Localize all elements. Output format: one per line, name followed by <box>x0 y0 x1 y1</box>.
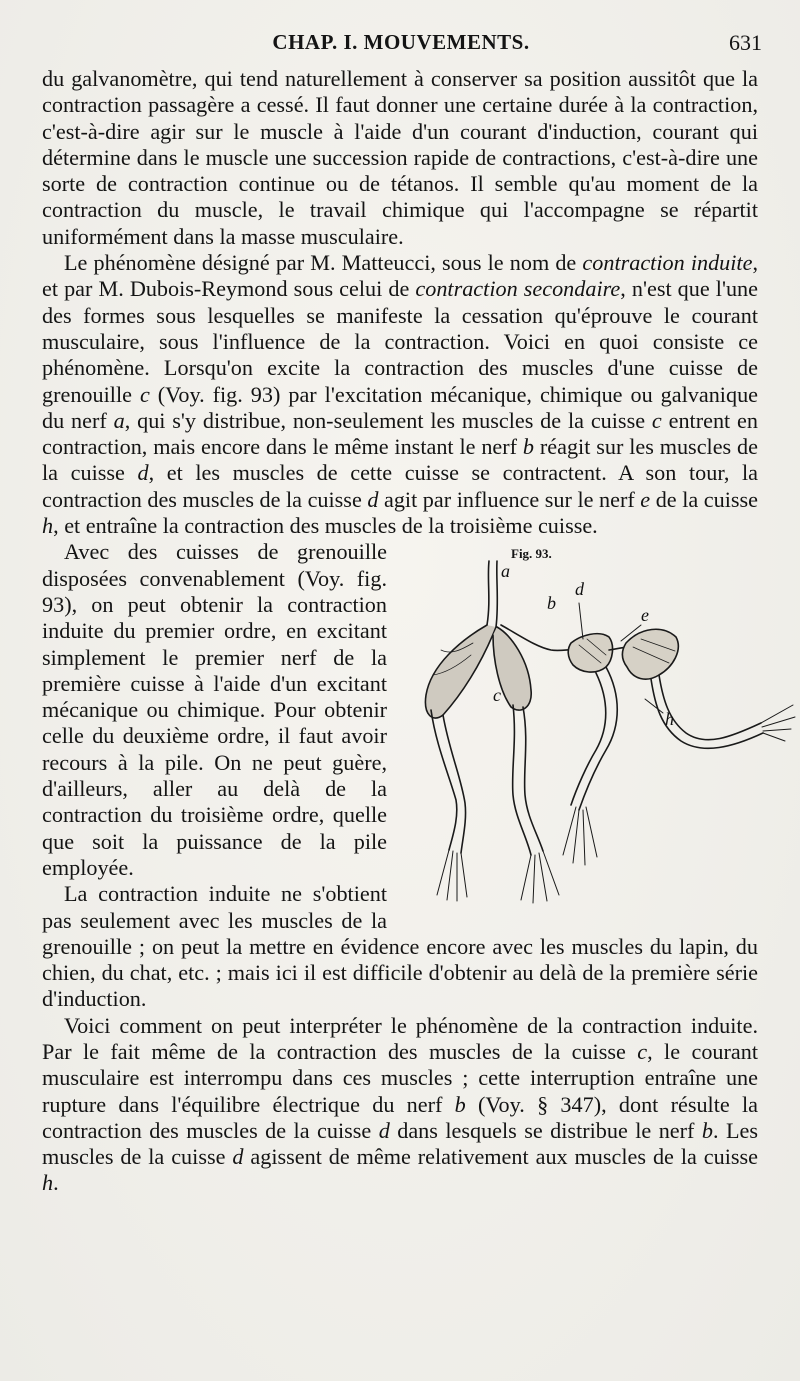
paragraph-1: du galvanomètre, qui tend naturellement à conserver sa position aussitôt que la contraction passagère a cessé. Il faut donner une certaine durée à la contraction, c'est-à-dire agir sur le muscle à l'aide d'un courant d'induction, courant qui détermine dans le muscle une succession rapide de contractions, c'est-à-dire une sorte de contraction continue ou de tétanos. Il semble qu'au moment de la contraction du muscle, le travail chimique qui l'accompagne se répartit uniformément dans la masse musculaire. <box>42 66 758 249</box>
paragraph-2: Le phénomène désigné par M. Matteucci, sous le nom de contraction induite, et par M. Dubois-Reymond sous celui de contraction secondaire, n'est que l'une des formes sous lesquelles se manifeste la cessation qu'éprouve le courant musculaire, sous l'influence de la contraction. Voici en quoi consiste ce phénomène. Lorsqu'on excite la contraction des muscles d'une cuisse de grenouille c (Voy. fig. 93) par l'excitation mécanique, chimique ou galvanique du nerf a, qui s'y distribue, non-seulement les muscles de la cuisse c entrent en contraction, mais encore dans le même instant le nerf b réagit sur les muscles de la cuisse d, et les muscles de cette cuisse se contractent. A son tour, la contraction des muscles de la cuisse d agit par influence sur le nerf e de la cuisse h, et entraîne la contraction des muscles de la troisième cuisse. <box>42 250 759 539</box>
label-d: d <box>575 579 584 600</box>
label-a: a <box>501 561 510 582</box>
paragraph-4: La contraction induite ne s'obtient pas seulement avec les muscles de la grenouille ; on peut la mettre en évidence encore avec les muscles du lapin, du chien, du chat, etc. ; mais ici il est difficile d'obtenir au delà de la première série d'induction. <box>42 881 758 1012</box>
figure-caption: Fig. 93. <box>511 546 552 562</box>
figure-93 <box>401 541 796 916</box>
paragraph-3: Avec des cuisses de grenouille disposées convenablement (Voy. fig. 93), on peut obtenir la contraction induite du premier ordre, en excitant simplement le premier nerf de la première cuisse à l'aide d'un excitant mécanique ou chimique. Pour obtenir celle du deuxième ordre, il faut avoir recours à la pile. On ne peut guère, d'ailleurs, aller au delà de la contraction du troisième ordre, quelle que soit la puissance de la pile employée. <box>42 539 387 880</box>
frog-legs-illustration <box>401 555 796 915</box>
label-b: b <box>547 593 556 614</box>
page-number: 631 <box>729 30 762 55</box>
paragraph-5: Voici comment on peut interpréter le phénomène de la contraction induite. Par le fait même de la contraction des muscles de la cuisse c, le courant musculaire est interrompu dans ces muscles ; cette interruption entraîne une rupture dans l'équilibre électrique du nerf b (Voy. § 347), dont résulte la contraction des muscles de la cuisse d dans lesquels se distribue le nerf b. Les muscles de la cuisse d agissent de même relativement aux muscles de la cuisse h. <box>42 1012 758 1196</box>
label-c: c <box>493 685 501 706</box>
page-header <box>40 30 762 60</box>
body-text <box>42 66 758 1197</box>
label-h: h <box>665 709 674 730</box>
label-e: e <box>641 605 649 626</box>
running-head: CHAP. I. MOUVEMENTS. <box>272 30 530 54</box>
